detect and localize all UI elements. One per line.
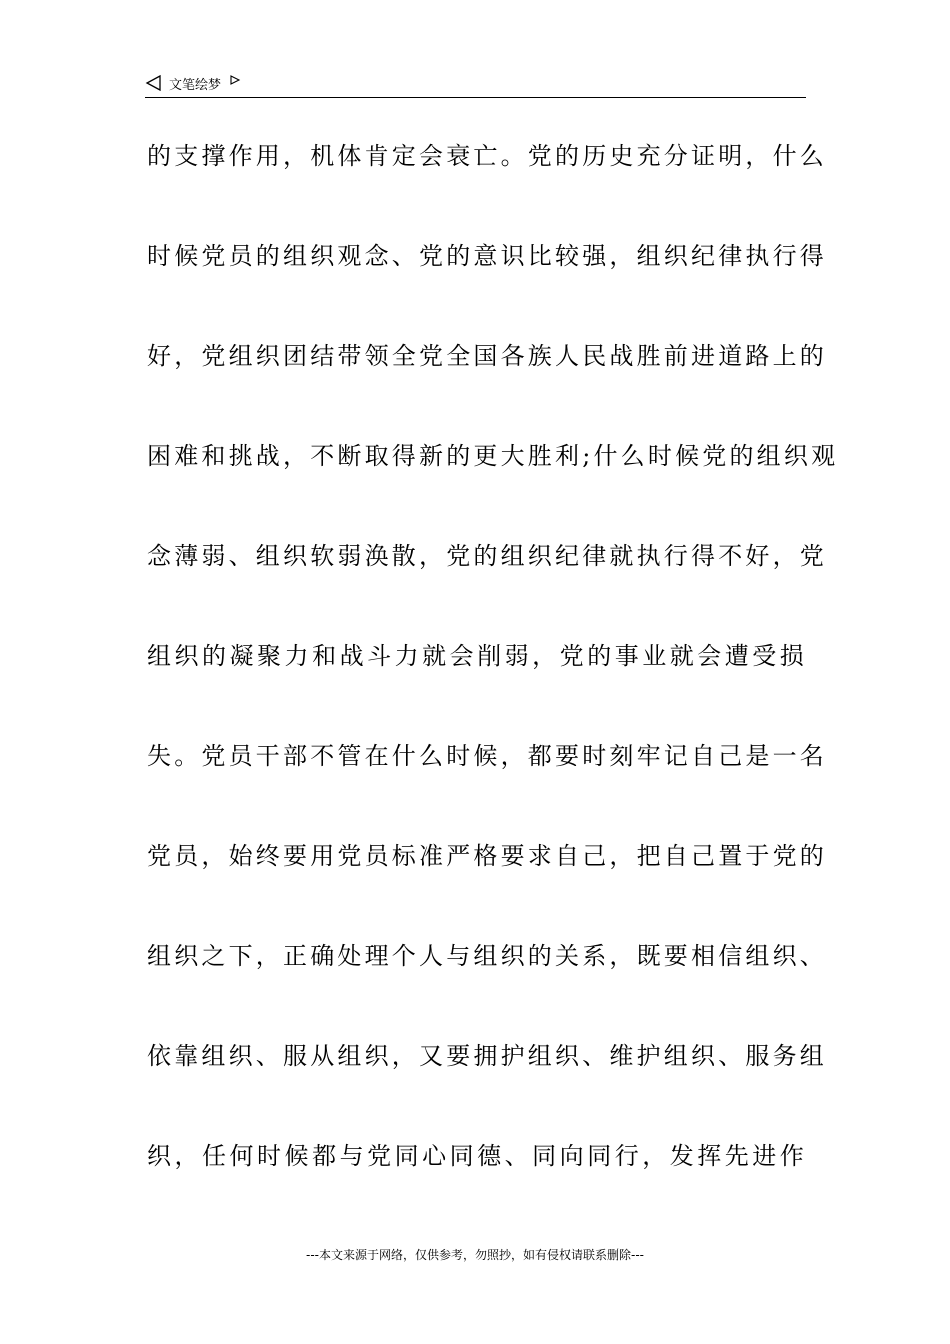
body-line: 的支撑作用，机体肯定会衰亡。党的历史充分证明，什么 xyxy=(147,142,827,170)
body-line: 困难和挑战，不断取得新的更大胜利;什么时候党的组织观 xyxy=(147,442,839,470)
triangle-left-outline-icon xyxy=(145,74,163,92)
body-line: 织，任何时候都与党同心同德、同向同行，发挥先进作 xyxy=(147,1142,807,1170)
body-line: 组织的凝聚力和战斗力就会削弱，党的事业就会遭受损 xyxy=(147,642,807,670)
page-footer: ---本文来源于网络，仅供参考，勿照抄，如有侵权请联系删除--- xyxy=(306,1248,644,1262)
body-line: 念薄弱、组织软弱涣散，党的组织纪律就执行得不好，党 xyxy=(147,542,827,570)
body-line: 失。党员干部不管在什么时候，都要时刻牢记自己是一名 xyxy=(147,742,827,770)
body-line: 党员，始终要用党员标准严格要求自己，把自己置于党的 xyxy=(147,842,827,870)
page-header xyxy=(145,72,241,94)
body-line: 依靠组织、服从组织，又要拥护组织、维护组织、服务组 xyxy=(147,1042,827,1070)
body-line: 组织之下，正确处理个人与组织的关系，既要相信组织、 xyxy=(147,942,827,970)
document-body xyxy=(147,130,839,1230)
triangle-right-outline-icon xyxy=(229,74,241,86)
body-line: 好，党组织团结带领全党全国各族人民战胜前进道路上的 xyxy=(147,342,827,370)
header-divider xyxy=(145,97,806,98)
body-line: 时候党员的组织观念、党的意识比较强，组织纪律执行得 xyxy=(147,242,827,270)
header-title: 文笔绘梦 xyxy=(169,77,222,93)
